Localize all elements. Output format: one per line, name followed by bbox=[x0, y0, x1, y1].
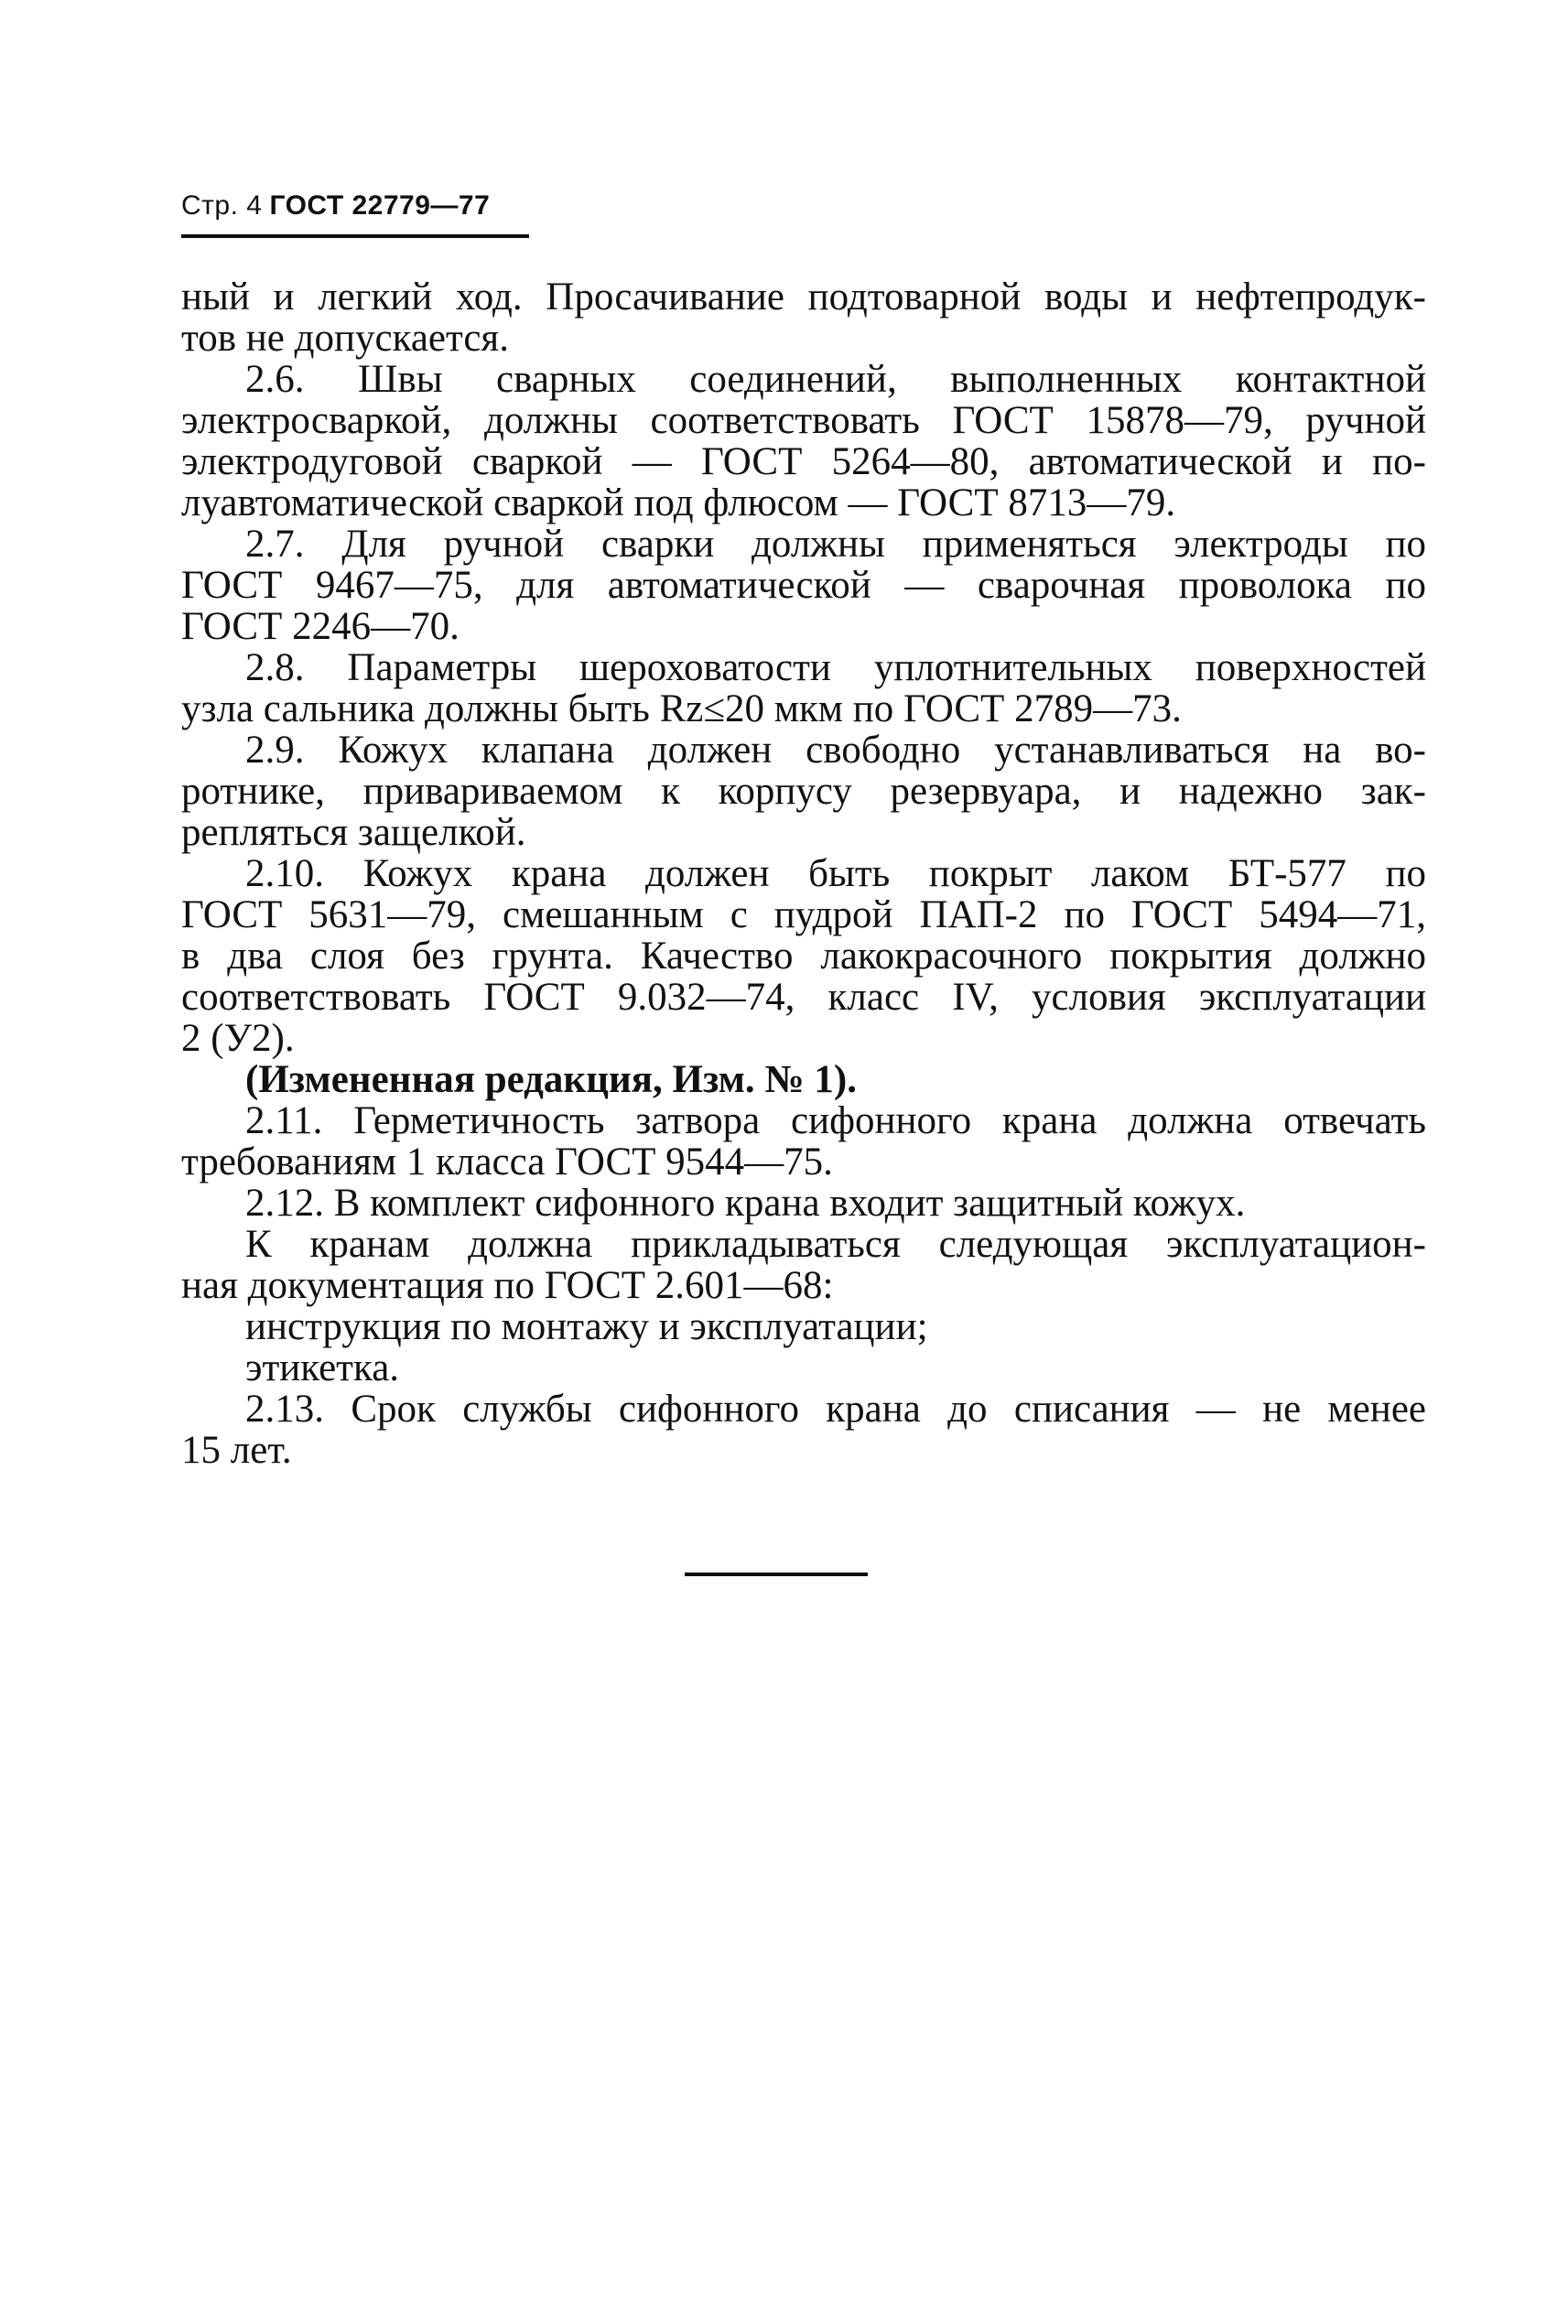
text-line: ный и легкий ход. Просачивание подтоварной воды и нефтепродук- bbox=[181, 276, 1426, 319]
text-line: репляться защелкой. bbox=[181, 811, 526, 854]
text-line: 2 (У2). bbox=[181, 1017, 295, 1060]
text-line: 2.13. Срок службы сифонного крана до списания — не менее bbox=[245, 1388, 1426, 1431]
text-line: 2.11. Герметичность затвора сифонного крана должна отвечать bbox=[245, 1099, 1426, 1142]
text-line: ГОСТ 5631—79, смешанным с пудрой ПАП-2 по ГОСТ 5494—71, bbox=[181, 893, 1426, 936]
text-line: ротнике, привариваемом к корпусу резервуара, и надежно зак- bbox=[181, 770, 1426, 813]
text-line: узла сальника должны быть Rz≤20 мкм по ГОСТ 2789—73. bbox=[181, 687, 1182, 730]
text-line: 2.8. Параметры шероховатости уплотнительных поверхностей bbox=[245, 646, 1426, 689]
text-line: луавтоматической сваркой под флюсом — ГОСТ 8713—79. bbox=[181, 481, 1176, 524]
text-line: 2.12. В комплект сифонного крана входит защитный кожух. bbox=[245, 1182, 1246, 1225]
text-line: К кранам должна прикладываться следующая эксплуатацион- bbox=[245, 1223, 1426, 1266]
text-line: электросваркой, должны соответствовать ГОСТ 15878—79, ручной bbox=[181, 399, 1426, 442]
text-line: 2.7. Для ручной сварки должны применяться электроды по bbox=[245, 523, 1426, 566]
text-line: тов не допускается. bbox=[181, 317, 509, 360]
page-header bbox=[181, 188, 490, 224]
standard-reference: ГОСТ 22779—77 bbox=[269, 190, 491, 221]
text-line: электродуговой сваркой — ГОСТ 5264—80, автоматической и по- bbox=[181, 440, 1426, 483]
text-line: 15 лет. bbox=[181, 1429, 292, 1472]
text-line: инструкция по монтажу и эксплуатации; bbox=[245, 1305, 928, 1348]
text-line: этикетка. bbox=[245, 1346, 400, 1389]
text-line: соответствовать ГОСТ 9.032—74, класс IV, условия эксплуатации bbox=[181, 976, 1426, 1019]
page-number: Стр. 4 bbox=[181, 190, 263, 221]
text-line: требованиям 1 класса ГОСТ 9544—75. bbox=[181, 1140, 833, 1184]
text-line: 2.9. Кожух клапана должен свободно устанавливаться на во- bbox=[245, 729, 1426, 772]
text-line: ГОСТ 9467—75, для автоматической — сварочная проволока по bbox=[181, 564, 1426, 607]
text-line: 2.10. Кожух крана должен быть покрыт лаком БТ-577 по bbox=[245, 852, 1426, 895]
text-line: в два слоя без грунта. Качество лакокрасочного покрытия должно bbox=[181, 935, 1426, 978]
document-body bbox=[181, 276, 1426, 1471]
amendment-note: (Измененная редакция, Изм. № 1). bbox=[245, 1058, 857, 1101]
text-line: ная документация по ГОСТ 2.601—68: bbox=[181, 1264, 834, 1307]
text-line: ГОСТ 2246—70. bbox=[181, 605, 460, 648]
text-line: 2.6. Швы сварных соединений, выполненных контактной bbox=[245, 358, 1426, 401]
end-divider bbox=[685, 1573, 868, 1576]
header-divider bbox=[181, 234, 529, 238]
